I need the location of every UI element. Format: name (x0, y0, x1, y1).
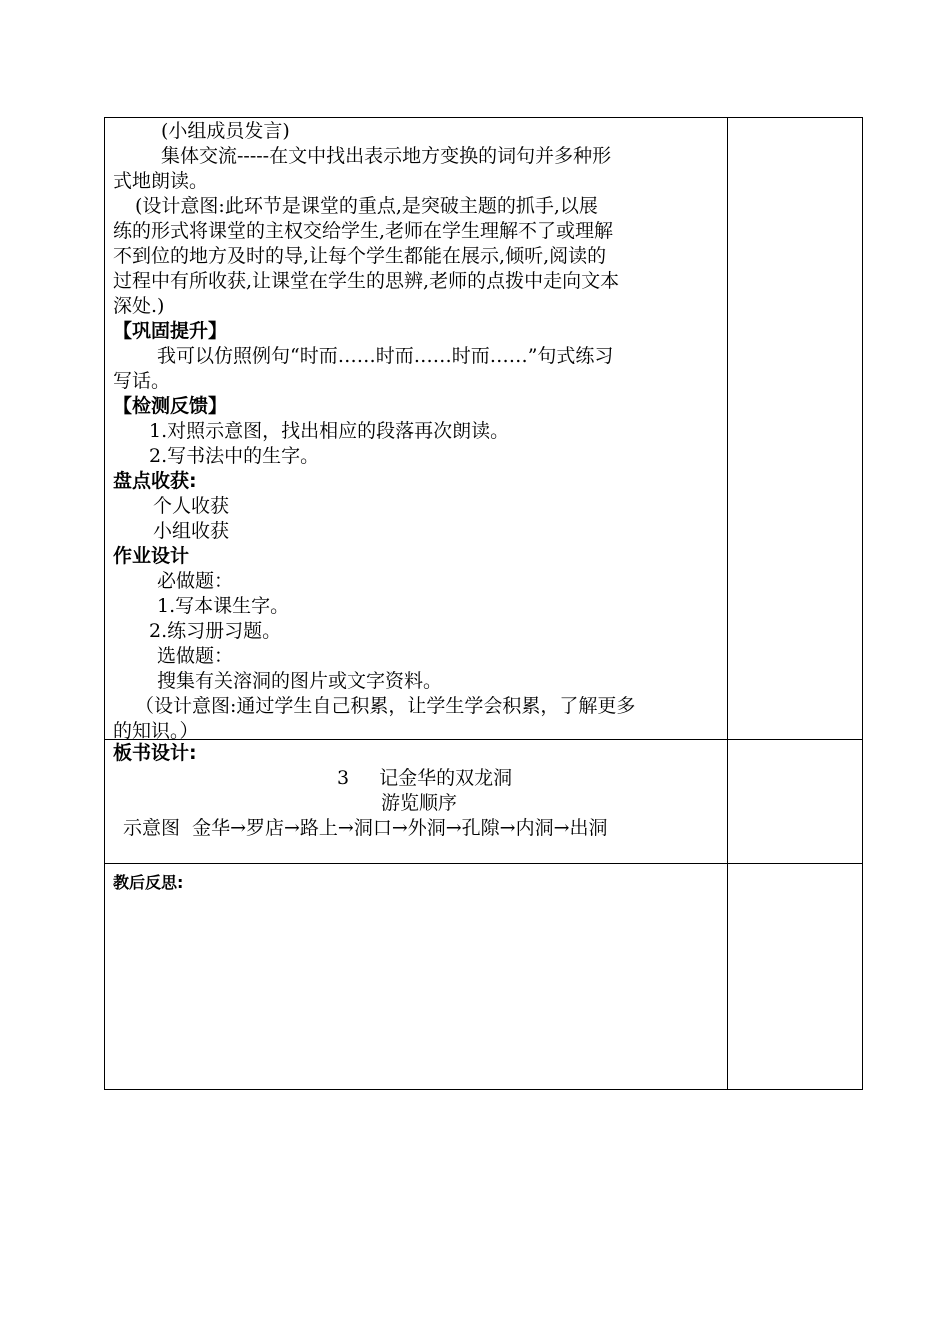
board-row (105, 740, 863, 864)
text-line: 搜集有关溶洞的图片或文字资料。 (157, 670, 443, 692)
reflection-heading: 教后反思: (113, 873, 184, 892)
text-line: 深处.) (113, 295, 165, 317)
text-line: 我可以仿照例句“时而……时而……时而……”句式练习 (157, 345, 614, 367)
text-line: 的知识。） (113, 720, 199, 742)
reflection-cell (105, 864, 728, 1090)
text-line: 必做题： (157, 570, 234, 592)
reflection-row (105, 864, 863, 1090)
lesson-title: 记金华的双龙洞 (379, 767, 513, 789)
side-cell (728, 864, 863, 1090)
text-line: 1.写本课生字。 (157, 595, 290, 617)
section-heading: 【检测反馈】 (113, 395, 228, 417)
text-line: (小组成员发言) (161, 120, 290, 142)
board-cell (105, 740, 728, 864)
board-title-line (113, 766, 719, 791)
section-heading: 作业设计 (113, 545, 190, 567)
route-diagram: 示意图 金华→罗店→路上→洞口→外洞→孔隙→内洞→出洞 (123, 817, 608, 839)
text-line: 小组收获 (153, 520, 230, 542)
text-line: 2.写书法中的生字。 (149, 445, 320, 467)
lesson-number: 3 (337, 767, 350, 789)
text-line: 不到位的地方及时的导,让每个学生都能在展示,倾听,阅读的 (113, 245, 607, 267)
board-heading: 板书设计: (113, 742, 197, 764)
text-line: （设计意图:通过学生自己积累，让学生学会积累，了解更多 (135, 695, 636, 717)
section-heading: 盘点收获: (113, 470, 197, 492)
text-line: (设计意图:此环节是课堂的重点,是突破主题的抓手,以展 (135, 195, 598, 217)
lesson-plan-table (104, 117, 863, 1090)
text-line: 选做题： (157, 645, 234, 667)
text-line: 1.对照示意图，找出相应的段落再次朗读。 (149, 420, 510, 442)
board-subtitle: 游览顺序 (381, 792, 458, 814)
text-line: 2.练习册习题。 (149, 620, 282, 642)
side-cell (728, 740, 863, 864)
text-line: 写话。 (113, 370, 171, 392)
content-row (105, 118, 863, 740)
content-cell (105, 118, 728, 740)
text-line: 个人收获 (153, 495, 230, 517)
side-cell (728, 118, 863, 740)
text-line: 式地朗读。 (113, 170, 209, 192)
text-line: 练的形式将课堂的主权交给学生,老师在学生理解不了或理解 (113, 220, 614, 242)
text-line: 集体交流-----在文中找出表示地方变换的词句并多种形 (161, 145, 612, 167)
text-line: 过程中有所收获,让课堂在学生的思辨,老师的点拨中走向文本 (113, 270, 620, 292)
section-heading: 【巩固提升】 (113, 320, 228, 342)
